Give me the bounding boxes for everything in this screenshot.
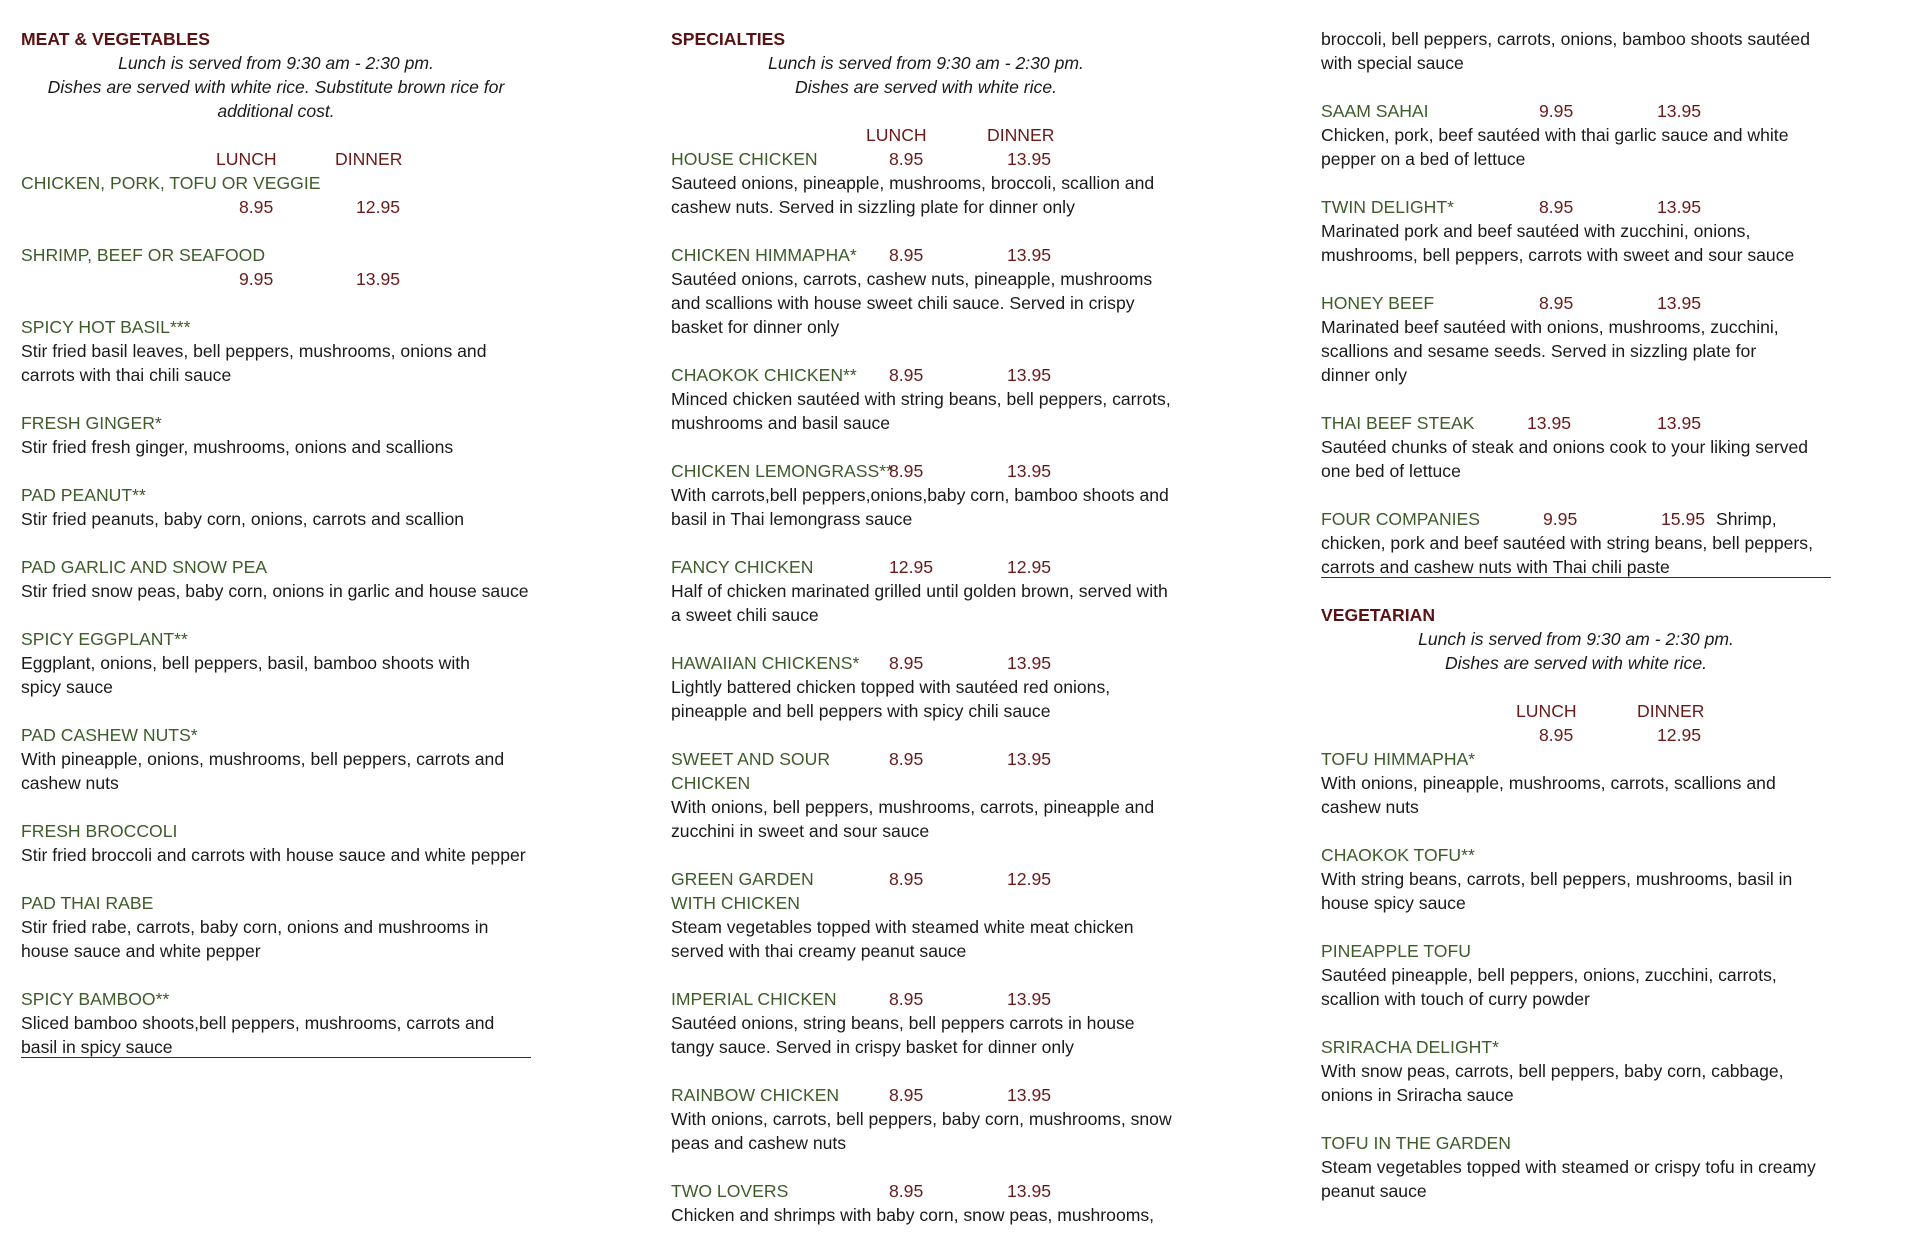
dinner-price: 13.95 <box>1657 101 1702 121</box>
dish-description: onions in Sriracha sauce <box>1321 1085 1514 1105</box>
dish-description: Stir fried broccoli and carrots with house sauce and white pepper <box>21 845 526 865</box>
dish-description: basil in spicy sauce <box>21 1037 173 1057</box>
lunch-price: 8.95 <box>889 749 924 769</box>
dish-description: Sautéed onions, string beans, bell peppers carrots in house <box>671 1013 1135 1033</box>
dish-description: one bed of lettuce <box>1321 461 1461 481</box>
lunch-price: 8.95 <box>889 989 924 1009</box>
section-note: additional cost. <box>217 101 335 121</box>
dish-name: PAD CASHEW NUTS* <box>21 725 198 745</box>
dish-description: scallion with touch of curry powder <box>1321 989 1590 1009</box>
lunch-price: 8.95 <box>889 149 924 169</box>
lunch-price: 13.95 <box>1527 413 1572 433</box>
dish-name: SRIRACHA DELIGHT* <box>1321 1037 1499 1057</box>
dish-description: Chicken, pork, beef sautéed with thai garlic sauce and white <box>1321 125 1789 145</box>
lunch-price: 8.95 <box>1539 725 1574 745</box>
dinner-price: 13.95 <box>1007 245 1052 265</box>
dish-name: PAD PEANUT** <box>21 485 146 505</box>
dish-description: mushrooms and basil sauce <box>671 413 891 433</box>
dish-description: With onions, bell peppers, mushrooms, carrots, pineapple and <box>671 797 1155 817</box>
dish-description: Sautéed pineapple, bell peppers, onions, zucchini, carrots, <box>1321 965 1777 985</box>
dish-description: carrots and cashew nuts with Thai chili paste <box>1321 557 1670 577</box>
dish-name: RAINBOW CHICKEN <box>671 1085 840 1105</box>
lunch-price: 9.95 <box>1543 509 1578 529</box>
dish-description: With onions, pineapple, mushrooms, carrots, scallions and <box>1321 773 1776 793</box>
dish-name: SPICY HOT BASIL*** <box>21 317 191 337</box>
dish-name: FOUR COMPANIES <box>1321 509 1481 529</box>
dish-description: Stir fried snow peas, baby corn, onions in garlic and house sauce <box>21 581 529 601</box>
dish-name: THAI BEEF STEAK <box>1321 413 1475 433</box>
dish-description: Minced chicken sautéed with string beans, bell peppers, carrots, <box>671 389 1171 409</box>
dish-description: served with thai creamy peanut sauce <box>671 941 967 961</box>
dish-name: TWIN DELIGHT* <box>1321 197 1454 217</box>
lunch-price: 8.95 <box>889 245 924 265</box>
dish-name: TWO LOVERS <box>671 1181 789 1201</box>
dish-description: scallions and sesame seeds. Served in sizzling plate for <box>1321 341 1757 361</box>
dish-name: CHICKEN HIMMAPHA* <box>671 245 857 265</box>
dinner-column-header: DINNER <box>335 149 403 169</box>
dish-name: PAD THAI RABE <box>21 893 154 913</box>
dish-description: Marinated pork and beef sautéed with zucchini, onions, <box>1321 221 1751 241</box>
dish-description: pineapple and bell peppers with spicy chili sauce <box>671 701 1051 721</box>
section-divider <box>1321 577 1831 578</box>
dish-description: Sauteed onions, pineapple, mushrooms, broccoli, scallion and <box>671 173 1155 193</box>
dish-name: GREEN GARDEN <box>671 869 814 889</box>
dinner-price: 13.95 <box>1657 413 1702 433</box>
dish-name: FANCY CHICKEN <box>671 557 814 577</box>
lunch-column-header: LUNCH <box>1516 701 1577 721</box>
dish-name: TOFU IN THE GARDEN <box>1321 1133 1511 1153</box>
dinner-price: 12.95 <box>1007 557 1052 577</box>
dish-name: CHICKEN LEMONGRASS** <box>671 461 893 481</box>
dish-description: carrots with thai chili sauce <box>21 365 232 385</box>
dish-description: Stir fried rabe, carrots, baby corn, onions and mushrooms in <box>21 917 489 937</box>
dinner-price: 13.95 <box>1007 653 1052 673</box>
dish-description: cashew nuts <box>1321 797 1419 817</box>
dish-description: pepper on a bed of lettuce <box>1321 149 1526 169</box>
dish-description: With pineapple, onions, mushrooms, bell peppers, carrots and <box>21 749 505 769</box>
lunch-price: 8.95 <box>889 1181 924 1201</box>
dish-description: mushrooms, bell peppers, carrots with sweet and sour sauce <box>1321 245 1795 265</box>
dish-name: CHAOKOK CHICKEN** <box>671 365 857 385</box>
dish-name: HOUSE CHICKEN <box>671 149 818 169</box>
dinner-column-header: DINNER <box>1637 701 1705 721</box>
dish-description: Steam vegetables topped with steamed or crispy tofu in creamy <box>1321 1157 1816 1177</box>
dish-name: FRESH BROCCOLI <box>21 821 178 841</box>
section-heading: MEAT & VEGETABLES <box>21 29 210 49</box>
lunch-price: 9.95 <box>1539 101 1574 121</box>
dish-description: and scallions with house sweet chili sauce. Served in crispy <box>671 293 1135 313</box>
lunch-price: 8.95 <box>889 869 924 889</box>
dish-description: house spicy sauce <box>1321 893 1466 913</box>
lunch-price: 8.95 <box>1539 293 1574 313</box>
section-heading: VEGETARIAN <box>1321 605 1436 625</box>
dish-description: cashew nuts <box>21 773 119 793</box>
dinner-price: 12.95 <box>1007 869 1052 889</box>
dinner-price: 13.95 <box>1007 1085 1052 1105</box>
section-note: Dishes are served with white rice. <box>794 77 1058 97</box>
dish-description: Steam vegetables topped with steamed white meat chicken <box>671 917 1134 937</box>
dish-description: Stir fried peanuts, baby corn, onions, carrots and scallion <box>21 509 465 529</box>
section-heading: SPECIALTIES <box>671 29 786 49</box>
dish-name: SAAM SAHAI <box>1321 101 1429 121</box>
dish-description: a sweet chili sauce <box>671 605 819 625</box>
dish-description: Sautéed onions, carrots, cashew nuts, pineapple, mushrooms <box>671 269 1153 289</box>
dish-name: HAWAIIAN CHICKENS* <box>671 653 860 673</box>
dinner-price: 13.95 <box>1007 149 1052 169</box>
dish-description: Half of chicken marinated grilled until golden brown, served with <box>671 581 1168 601</box>
lunch-price: 12.95 <box>889 557 934 577</box>
price-group-name: CHICKEN, PORK, TOFU OR VEGGIE <box>21 173 321 193</box>
dish-description: broccoli, bell peppers, carrots, onions, bamboo shoots sautéed <box>1321 29 1810 49</box>
lunch-price: 8.95 <box>889 1085 924 1105</box>
dish-description: Lightly battered chicken topped with sautéed red onions, <box>671 677 1111 697</box>
section-note: Lunch is served from 9:30 am - 2:30 pm. <box>768 53 1084 73</box>
dish-description: Chicken and shrimps with baby corn, snow peas, mushrooms, <box>671 1205 1155 1225</box>
dish-description: peanut sauce <box>1321 1181 1427 1201</box>
lunch-price: 8.95 <box>889 653 924 673</box>
dish-description: basil in Thai lemongrass sauce <box>671 509 913 529</box>
section-note: Lunch is served from 9:30 am - 2:30 pm. <box>1418 629 1734 649</box>
dinner-price: 13.95 <box>1007 749 1052 769</box>
dish-name: SWEET AND SOUR <box>671 749 831 769</box>
dinner-column-header: DINNER <box>987 125 1055 145</box>
dish-description: with special sauce <box>1321 53 1464 73</box>
dinner-price: 13.95 <box>1007 461 1052 481</box>
lunch-price: 9.95 <box>239 269 274 289</box>
dinner-price: 15.95 <box>1661 509 1706 529</box>
dish-name: HONEY BEEF <box>1321 293 1435 313</box>
lunch-column-header: LUNCH <box>216 149 277 169</box>
dish-description: basket for dinner only <box>671 317 840 337</box>
dish-description: house sauce and white pepper <box>21 941 261 961</box>
dinner-price: 13.95 <box>1657 197 1702 217</box>
dish-name: SPICY BAMBOO** <box>21 989 170 1009</box>
dish-description: Sautéed chunks of steak and onions cook to your liking served <box>1321 437 1809 457</box>
dish-name: PAD GARLIC AND SNOW PEA <box>21 557 268 577</box>
dish-description: chicken, pork and beef sautéed with string beans, bell peppers, <box>1321 533 1813 553</box>
dish-name: CHAOKOK TOFU** <box>1321 845 1475 865</box>
lunch-column-header: LUNCH <box>866 125 927 145</box>
dish-description: Stir fried fresh ginger, mushrooms, onions and scallions <box>21 437 454 457</box>
price-group-name: SHRIMP, BEEF OR SEAFOOD <box>21 245 266 265</box>
dish-name: IMPERIAL CHICKEN <box>671 989 837 1009</box>
dish-description: dinner only <box>1321 365 1408 385</box>
dinner-price: 13.95 <box>1007 365 1052 385</box>
dinner-price: 12.95 <box>356 197 401 217</box>
dish-name: WITH CHICKEN <box>671 893 801 913</box>
dish-description: With snow peas, carrots, bell peppers, baby corn, cabbage, <box>1321 1061 1784 1081</box>
lunch-price: 8.95 <box>889 365 924 385</box>
dish-name: PINEAPPLE TOFU <box>1321 941 1471 961</box>
lunch-price: 8.95 <box>1539 197 1574 217</box>
dish-name: CHICKEN <box>671 773 751 793</box>
dish-description: peas and cashew nuts <box>671 1133 847 1153</box>
dish-name: TOFU HIMMAPHA* <box>1321 749 1476 769</box>
section-divider <box>21 1057 531 1058</box>
lunch-price: 8.95 <box>889 461 924 481</box>
dish-description: With carrots,bell peppers,onions,baby corn, bamboo shoots and <box>671 485 1169 505</box>
dish-description: Sliced bamboo shoots,bell peppers, mushrooms, carrots and <box>21 1013 495 1033</box>
dinner-price: 13.95 <box>356 269 401 289</box>
dish-description: With string beans, carrots, bell peppers, mushrooms, basil in <box>1321 869 1793 889</box>
dish-name: FRESH GINGER* <box>21 413 162 433</box>
dish-description: zucchini in sweet and sour sauce <box>671 821 930 841</box>
dish-description: Stir fried basil leaves, bell peppers, mushrooms, onions and <box>21 341 487 361</box>
dinner-price: 13.95 <box>1007 1181 1052 1201</box>
dish-description: With onions, carrots, bell peppers, baby corn, mushrooms, snow <box>671 1109 1172 1129</box>
dinner-price: 13.95 <box>1007 989 1052 1009</box>
dish-description: tangy sauce. Served in crispy basket for dinner only <box>671 1037 1074 1057</box>
dish-description: cashew nuts. Served in sizzling plate for dinner only <box>671 197 1075 217</box>
dinner-price: 12.95 <box>1657 725 1702 745</box>
dish-description: Shrimp, <box>1716 509 1777 529</box>
dinner-price: 13.95 <box>1657 293 1702 313</box>
section-note: Lunch is served from 9:30 am - 2:30 pm. <box>118 53 434 73</box>
dish-description: spicy sauce <box>21 677 113 697</box>
dish-description: Eggplant, onions, bell peppers, basil, bamboo shoots with <box>21 653 470 673</box>
lunch-price: 8.95 <box>239 197 274 217</box>
dish-name: SPICY EGGPLANT** <box>21 629 188 649</box>
section-note: Dishes are served with white rice. <box>1444 653 1708 673</box>
section-note: Dishes are served with white rice. Substitute brown rice for <box>47 77 505 97</box>
dish-description: Marinated beef sautéed with onions, mushrooms, zucchini, <box>1321 317 1779 337</box>
